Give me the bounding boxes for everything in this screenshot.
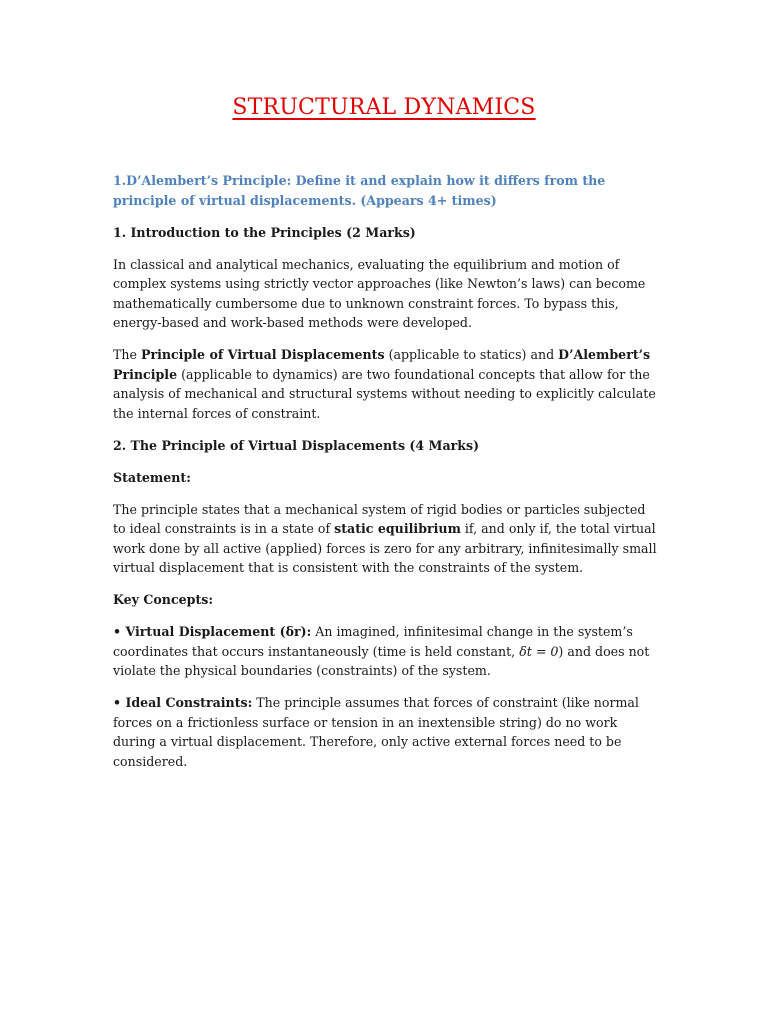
concept-text: ) and does not violate the physical boundaries (constraints) of the system.: [113, 643, 650, 678]
concept-text: The principle assumes that forces of constraint (like normal forces on a frictionless surface or tension in an inextensible string) do no work during a virtual displacement. Therefore, only active external forces need to be considered.: [113, 695, 639, 769]
document-body: [113, 171, 661, 784]
paragraph-text: (applicable to statics) and: [384, 347, 559, 362]
concept-text: An imagined, infinitesimal change in the system’s coordinates that occurs instantaneously (time is held constant,: [113, 624, 633, 659]
math-expression: δt = 0: [519, 643, 559, 659]
section-1-heading: 1. Introduction to the Principles (2 Marks): [113, 224, 416, 240]
question-heading: 1.D’Alembert’s Principle: Define it and explain how it differs from the principle of virtual displacements. (Appears 4+ times): [113, 173, 606, 208]
document-title: [0, 92, 768, 124]
concept-term: Ideal Constraints:: [125, 695, 253, 710]
section-1-paragraph-2: [113, 345, 661, 423]
bullet-glyph: •: [113, 695, 126, 710]
bullet-glyph: •: [113, 624, 126, 639]
document-title-text: STRUCTURAL DYNAMICS: [232, 95, 536, 120]
statement-paragraph: [113, 500, 661, 578]
statement-label: Statement:: [113, 469, 191, 485]
concept-term: Virtual Displacement (δr):: [125, 624, 312, 639]
bold-term-static-equilibrium: static equilibrium: [334, 521, 461, 536]
section-1-paragraph-1: In classical and analytical mechanics, evaluating the equilibrium and motion of complex systems using strictly vector approaches (like Newton’s laws) can become mathematically cumbersome due to unknown constraint forces. To bypass this, energy-based and work-based methods were developed.: [113, 256, 646, 330]
key-concepts-label: Key Concepts:: [113, 592, 214, 607]
paragraph-text: The: [113, 347, 141, 362]
section-2-heading: 2. The Principle of Virtual Displacements (4 Marks): [113, 437, 480, 453]
concept-ideal-constraints: [113, 693, 661, 771]
paragraph-text: The principle states that a mechanical system of rigid bodies or particles subjected to ideal constraints is in a state of: [113, 501, 646, 536]
paragraph-text: if, and only if, the total virtual work done by all active (applied) forces is zero for any arbitrary, infinitesimally small virtual displacement that is consistent with the constraints of the system.: [113, 521, 657, 575]
paragraph-text: (applicable to dynamics) are two foundational concepts that allow for the analysis of mechanical and structural systems without needing to explicitly calculate the internal forces of constraint.: [113, 366, 656, 421]
bold-term-virtual-displacements: Principle of Virtual Displacements: [140, 347, 385, 362]
bold-term-dalembert-principle: D’Alembert’s Principle: [113, 347, 651, 382]
concept-virtual-displacement: [113, 622, 661, 681]
